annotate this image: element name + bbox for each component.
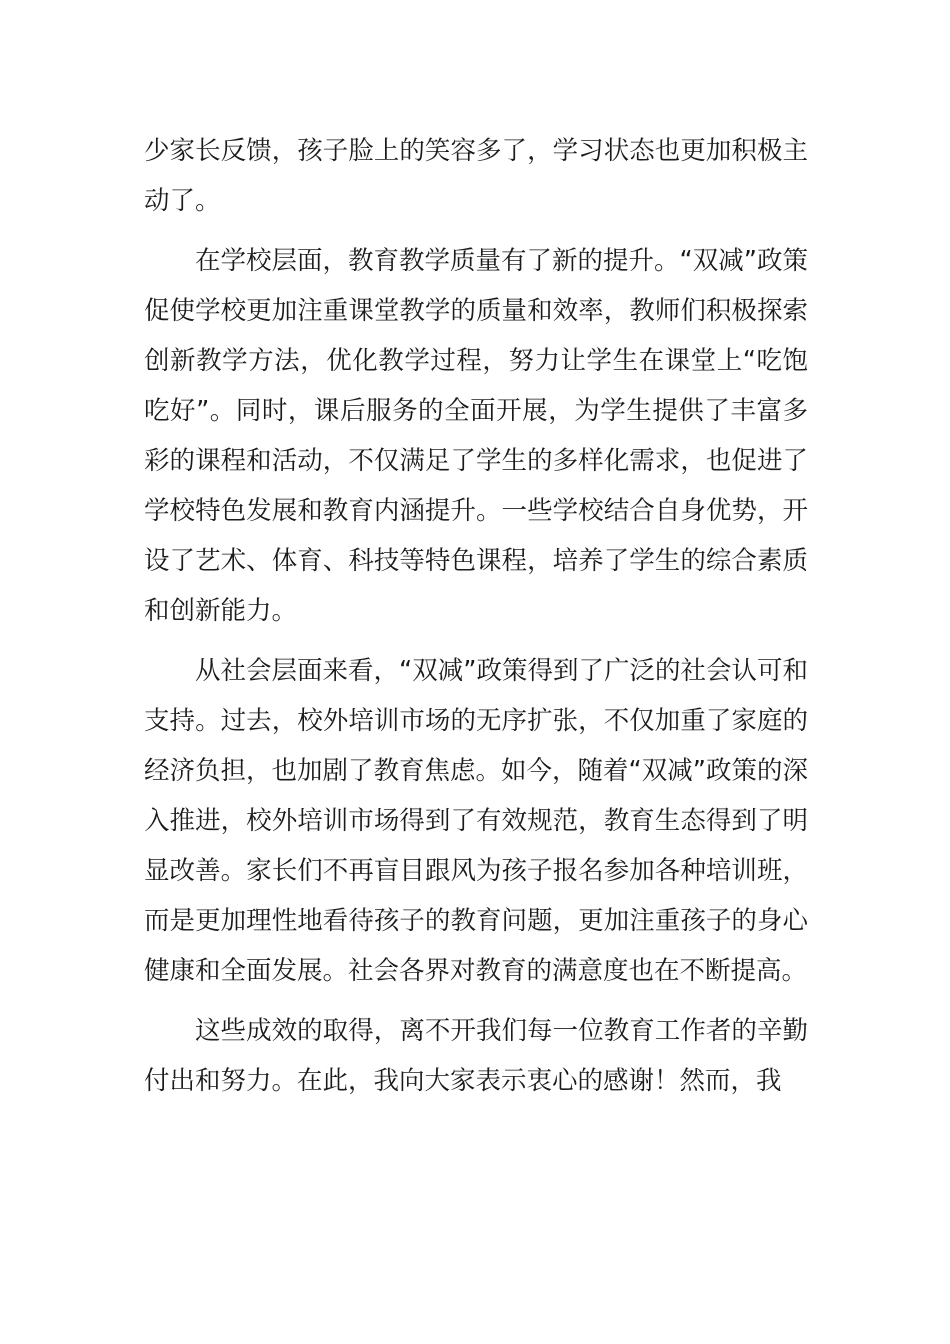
paragraph-society-level: 从社会层面来看，“双减”政策得到了广泛的社会认可和支持。过去，校外培训市场的无序扩张，不仅加重了家庭的经济负担，也加剧了教育焦虑。如今，随着“双减”政策的深入推进，校外培训市场得到了有效规范，教育生态得到了明显改善。家长们不再盲目跟风为孩子报名参加各种培训班，而是更加理性地看待孩子的教育问题，更加注重孩子的身心健康和全面发展。社会各界对教育的满意度也在不断提高。: [144, 656, 808, 986]
paragraph-acknowledgement: 这些成效的取得，离不开我们每一位教育工作者的辛勤付出和努力。在此，我向大家表示衷心的感谢！然而，我: [144, 1016, 808, 1096]
paragraph-continued: 少家长反馈，孩子脸上的笑容多了，学习状态也更加积极主动了。: [144, 136, 808, 216]
paragraph-school-level: 在学校层面，教育教学质量有了新的提升。“双减”政策促使学校更加注重课堂教学的质量和效率，教师们积极探索创新教学方法，优化教学过程，努力让学生在课堂上“吃饱吃好”。同时，课后服务的全面开展，为学生提供了丰富多彩的课程和活动，不仅满足了学生的多样化需求，也促进了学校特色发展和教育内涵提升。一些学校结合自身优势，开设了艺术、体育、科技等特色课程，培养了学生的综合素质和创新能力。: [144, 246, 808, 626]
document-body: [144, 126, 808, 1116]
